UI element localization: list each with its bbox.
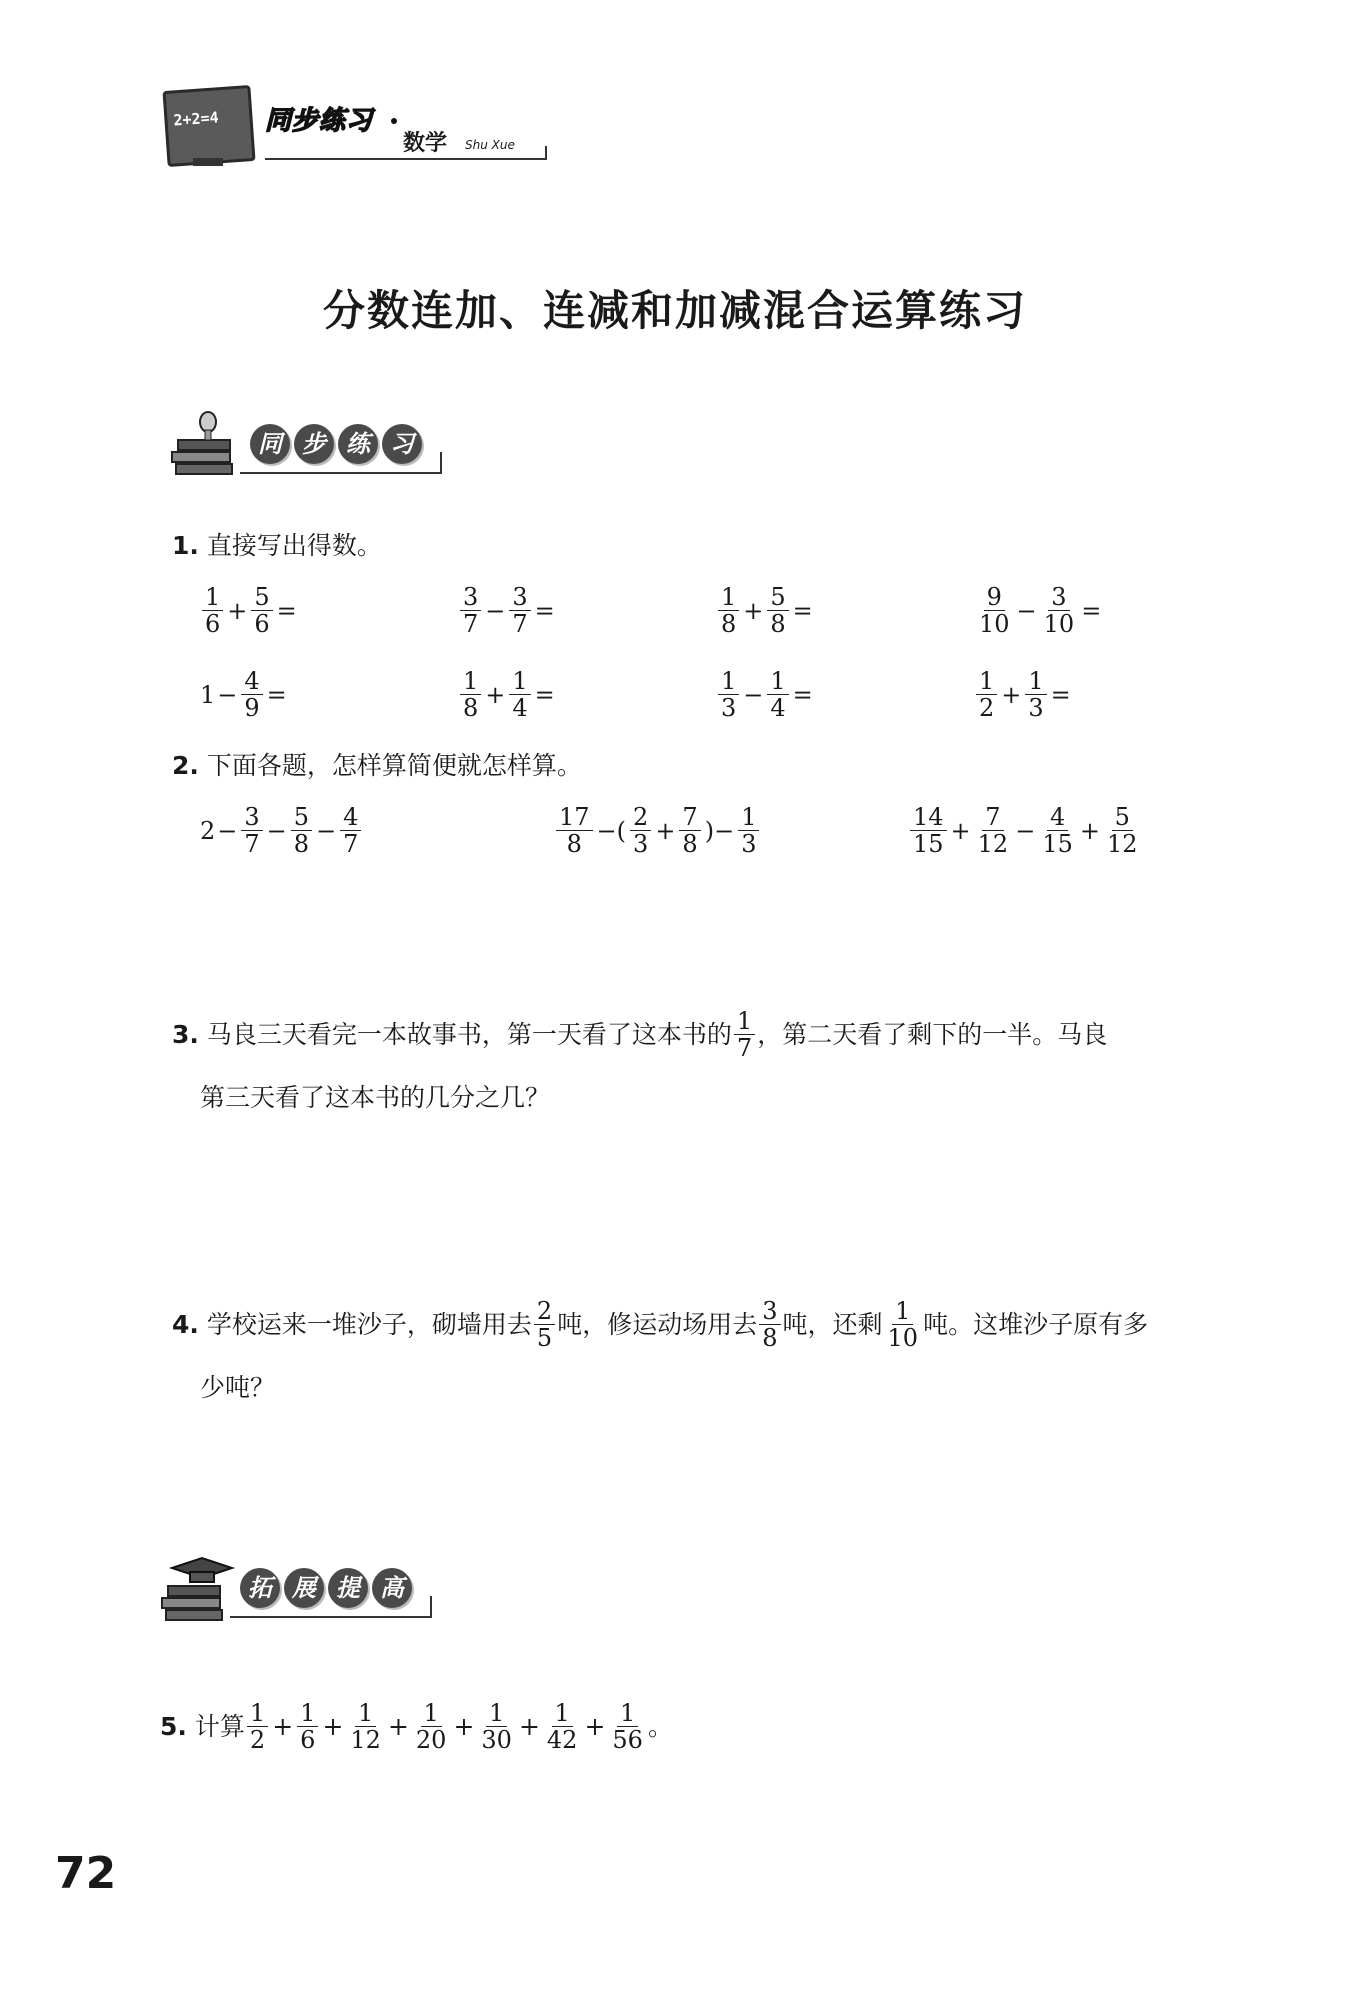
banner-char: 习	[382, 424, 422, 464]
chalkboard-icon	[162, 85, 255, 167]
question-4-line-2: 少吨？	[200, 1373, 276, 1402]
books-lamp-icon	[168, 408, 248, 488]
banner-char: 步	[294, 424, 334, 464]
banner-char: 拓	[240, 1568, 280, 1608]
banner-char: 高	[372, 1568, 412, 1608]
question-text: 下面各题，怎样算简便就怎样算。	[206, 751, 582, 780]
q1-expr-2: $\frac{3}{7}$ − $\frac{3}{7}$ =	[458, 584, 557, 638]
banner-char: 同	[250, 424, 290, 464]
section-banner-extension	[158, 1552, 458, 1632]
question-number: 3.	[172, 1019, 199, 1049]
question-4: 4. 学校运来一堆沙子，砌墙用去 $\frac{2}{5}$ 吨，修运动场用去 $\frac{3}{8}$ 吨，还剩 $\frac{1}{10}$ 吨。这堆沙子原有多	[172, 1297, 1149, 1353]
graduation-cap-books-icon	[158, 1552, 238, 1632]
q2-expr-1: 2 − $\frac{3}{7}$ − $\frac{5}{8}$ − $\frac{4}{7}$	[200, 804, 363, 858]
question-text: 马良三天看完一本故事书，第一天看了这本书的	[206, 1019, 732, 1049]
question-number: 2.	[172, 751, 199, 780]
question-3-line-2: 第三天看了这本书的几分之几？	[200, 1083, 551, 1112]
banner-char: 练	[338, 424, 378, 464]
question-text: 吨，修运动场用去	[557, 1309, 758, 1339]
question-text: 计算	[194, 1711, 245, 1741]
banner-char: 展	[284, 1568, 324, 1608]
q1-expr-5: 1 − $\frac{4}{9}$ =	[200, 667, 287, 723]
question-text: ，第二天看了剩下的一半。马良	[757, 1019, 1108, 1049]
question-5: 5. 计算 $\frac{1}{2}$ + $\frac{1}{6}$ + $\frac{1}{12}$ + $\frac{1}{20}$ + $\frac{1}{30}$ + $\frac{1}{42}$ + $\frac{1}{56}$ 。	[160, 1699, 673, 1755]
question-text: 学校运来一堆沙子，砌墙用去	[206, 1309, 532, 1339]
q1-expr-4: $\frac{9}{10}$ − $\frac{3}{10}$ =	[979, 583, 1102, 639]
q2-expr-2: $\frac{17}{8}$ −( $\frac{2}{3}$ + $\frac{7}{8}$ )− $\frac{1}{3}$	[554, 804, 761, 858]
question-number: 4.	[172, 1309, 199, 1339]
question-number: 5.	[160, 1711, 187, 1741]
subject-label: 数学	[403, 131, 448, 156]
question-3: 3. 马良三天看完一本故事书，第一天看了这本书的 $\frac{1}{7}$ ，第二天看了剩下的一半。马良	[172, 1007, 1108, 1063]
q1-expr-1: $\frac{1}{6}$ + $\frac{5}{6}$ =	[200, 584, 299, 638]
section-banner-sync	[168, 408, 468, 488]
q1-expr-7: $\frac{1}{3}$ − $\frac{1}{4}$ =	[716, 668, 815, 722]
page-title: 分数连加、连减和加减混合运算练习	[322, 286, 1027, 335]
question-2	[172, 748, 582, 784]
question-1	[172, 528, 382, 564]
subject-pinyin: Shu Xue	[465, 138, 515, 152]
series-title: 同步练习	[265, 106, 374, 136]
page-header	[165, 88, 535, 168]
q1-expr-3: $\frac{1}{8}$ + $\frac{5}{8}$ =	[716, 584, 815, 638]
q2-expr-3: $\frac{14}{15}$ + $\frac{7}{12}$ − $\frac{4}{15}$ + $\frac{5}{12}$	[908, 804, 1143, 858]
banner-char: 提	[328, 1568, 368, 1608]
q1-expr-8: $\frac{1}{2}$ + $\frac{1}{3}$ =	[974, 668, 1073, 722]
question-number: 1.	[172, 531, 199, 560]
page-number: 72	[55, 1848, 117, 1899]
question-text: 吨，还剩	[782, 1309, 883, 1339]
q1-expr-6: $\frac{1}{8}$ + $\frac{1}{4}$ =	[458, 668, 557, 722]
chalkboard-text: 2+2=4	[172, 108, 220, 130]
question-text: 吨。这堆沙子原有多	[923, 1309, 1149, 1339]
question-text: 直接写出得数。	[206, 531, 382, 560]
